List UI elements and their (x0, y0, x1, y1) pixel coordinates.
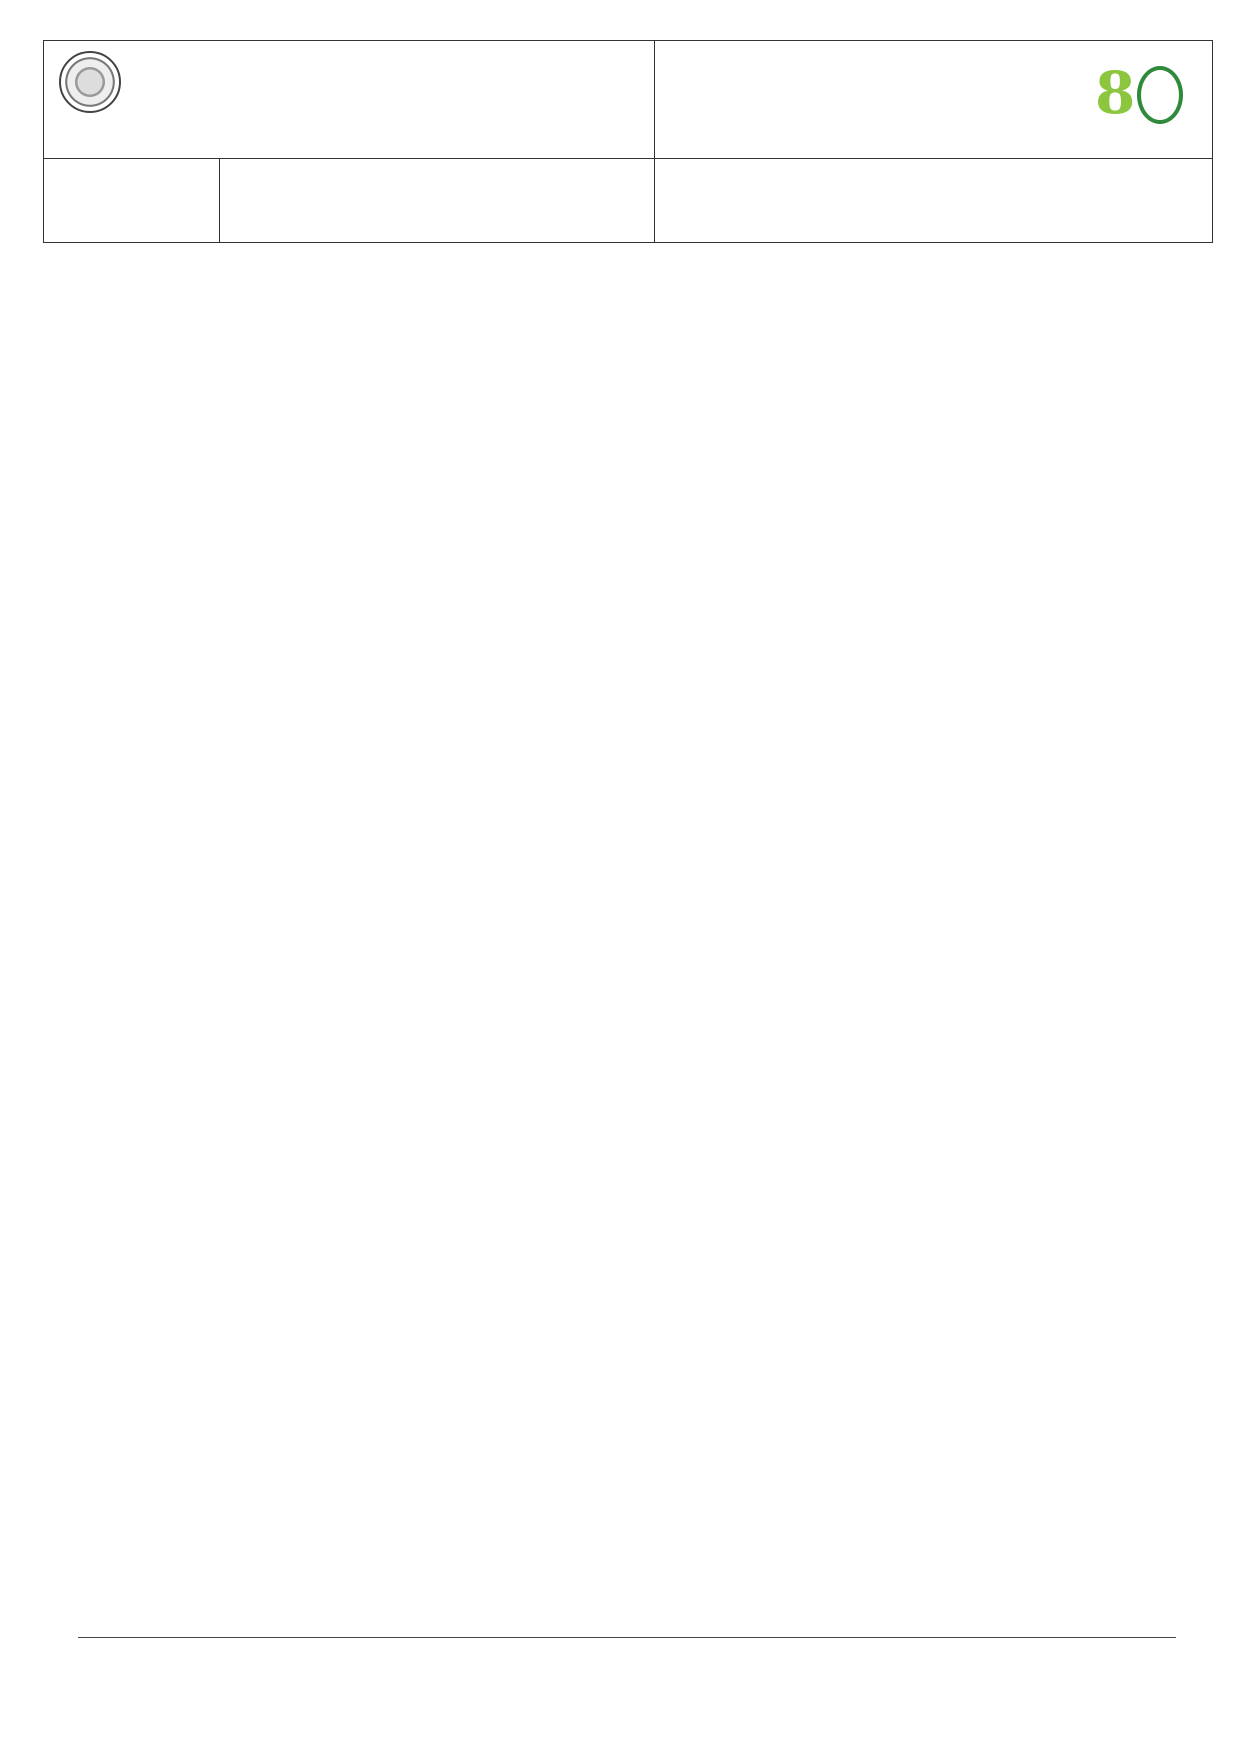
column-region (44, 159, 220, 243)
footer-divider (78, 1637, 1176, 1638)
header-right (655, 41, 1213, 159)
column-temperature (655, 159, 1213, 243)
sun-row-last (0, 1252, 1241, 1276)
department-seal-icon (59, 51, 121, 113)
weather-summary-table (43, 40, 1213, 243)
column-rain (220, 159, 655, 243)
anniversary-logo-icon: 8 (1089, 63, 1184, 141)
header-left (44, 41, 655, 159)
